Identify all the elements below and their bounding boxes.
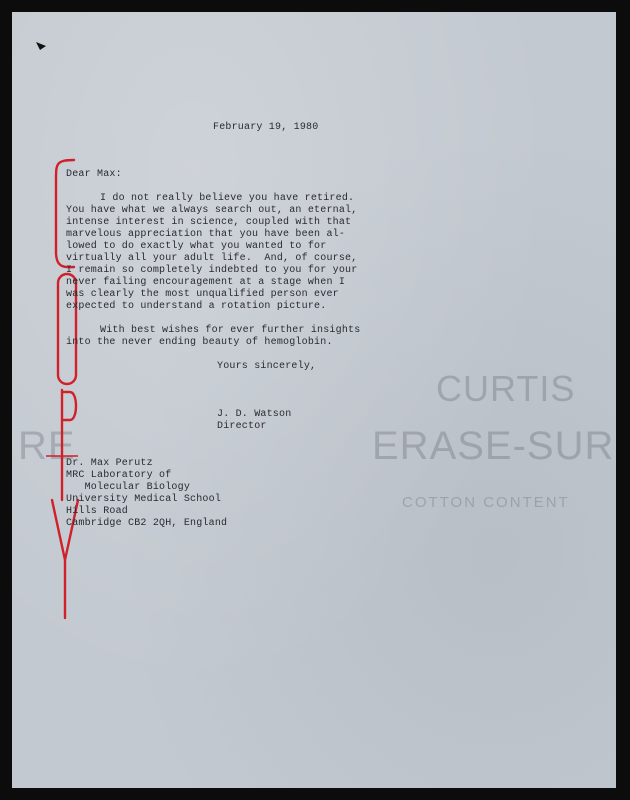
signer-title: Director <box>217 421 267 432</box>
body-line: With best wishes for ever further insights <box>100 325 361 336</box>
body-line: You have what we always search out, an eternal, <box>66 205 358 216</box>
body-line: expected to understand a rotation picture. <box>66 301 327 312</box>
recipient-line: MRC Laboratory of <box>66 470 172 481</box>
body-line: intense interest in science, coupled with that <box>66 217 352 228</box>
body-line: I do not really believe you have retired. <box>100 193 355 204</box>
watermark-line-2-left: RE <box>18 424 76 468</box>
body-line: lowed to do exactly what you wanted to for <box>66 241 327 252</box>
watermark-line-3: COTTON CONTENT <box>402 494 570 511</box>
letter-date: February 19, 1980 <box>213 122 319 133</box>
recipient-line: University Medical School <box>66 494 222 505</box>
watermark-line-2: ERASE-SUR <box>372 424 615 468</box>
body-line: I remain so completely indebted to you for your <box>66 265 358 276</box>
closing: Yours sincerely, <box>217 361 317 372</box>
recipient-line: Dr. Max Perutz <box>66 458 153 469</box>
body-line: into the never ending beauty of hemoglobin. <box>66 337 333 348</box>
recipient-line: Cambridge CB2 2QH, England <box>66 518 228 529</box>
body-line: virtually all your adult life. And, of course, <box>66 253 358 264</box>
body-line: never failing encouragement at a stage when I <box>66 277 346 288</box>
body-line: marvelous appreciation that you have been al- <box>66 229 346 240</box>
body-line: was clearly the most unqualified person ever <box>66 289 339 300</box>
watermark-line-1: CURTIS <box>436 368 576 409</box>
recipient-line: Hills Road <box>66 506 129 517</box>
salutation: Dear Max: <box>66 169 122 180</box>
recipient-line: Molecular Biology <box>66 482 191 493</box>
signer-name: J. D. Watson <box>217 409 292 420</box>
